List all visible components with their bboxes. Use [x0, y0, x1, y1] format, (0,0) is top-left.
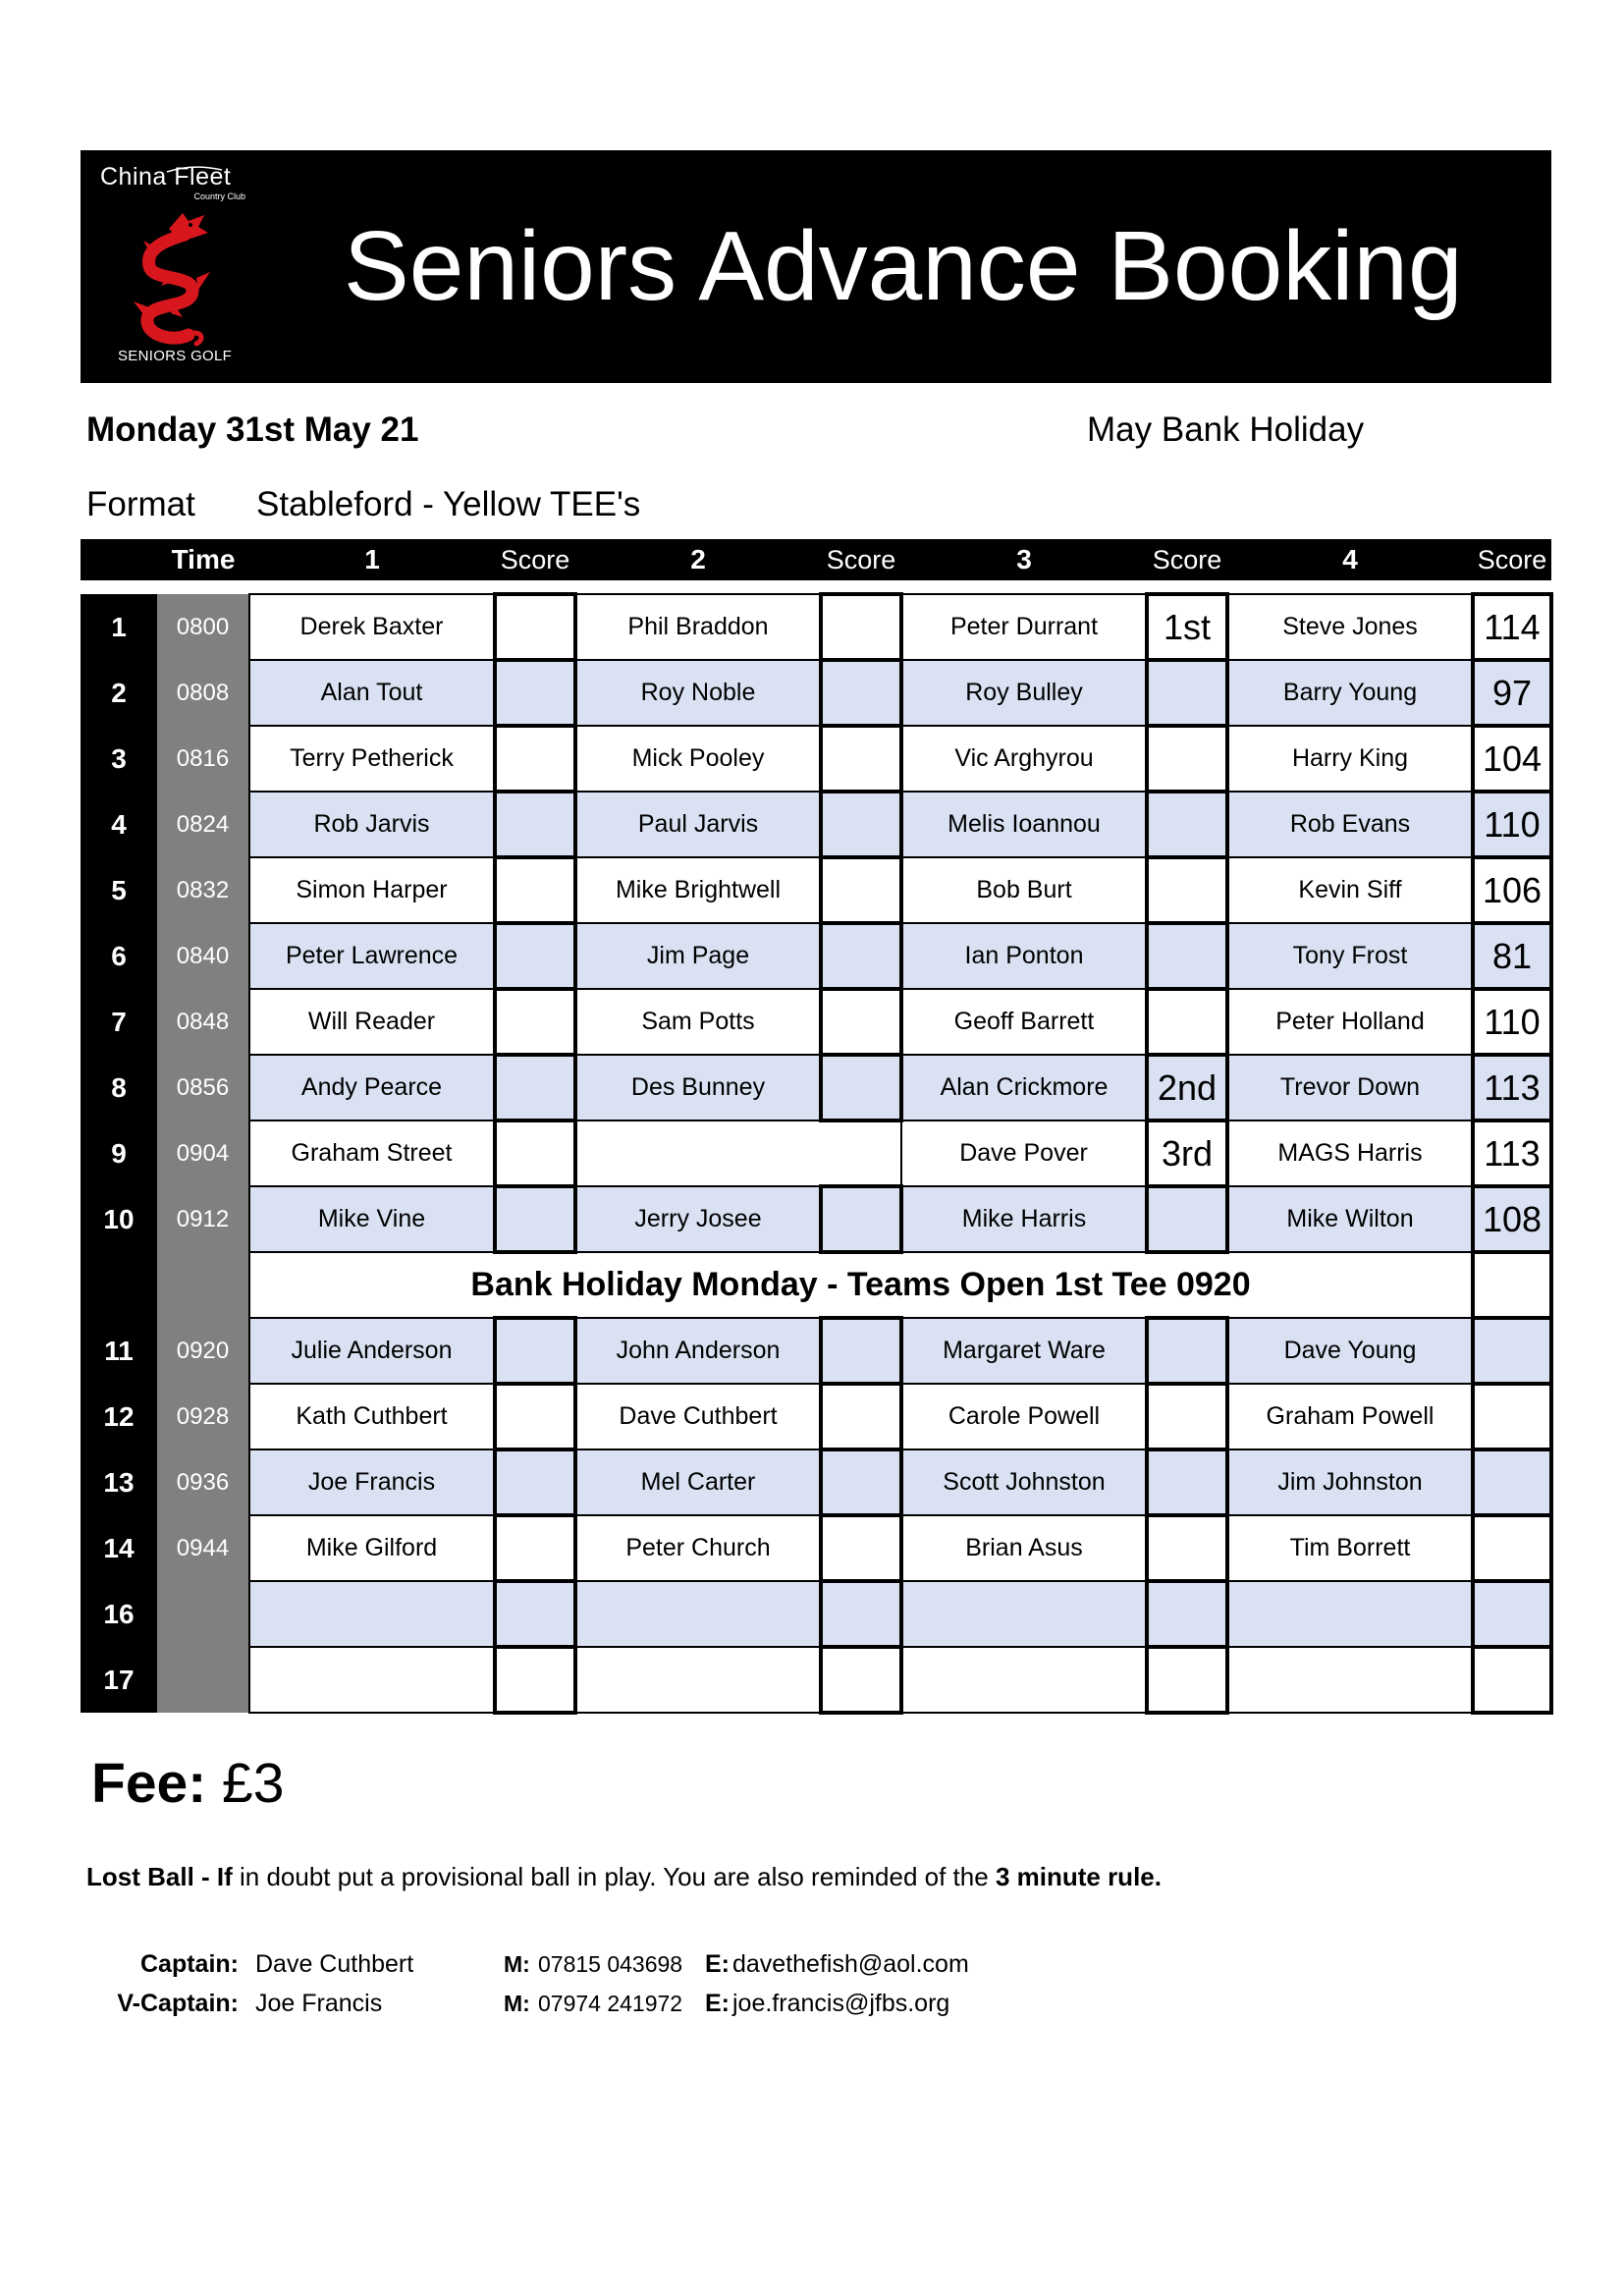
booking-table-body — [81, 594, 1551, 1713]
score-3-cell — [1147, 1581, 1227, 1647]
event-occasion: May Bank Holiday — [1087, 410, 1365, 449]
player-4-cell: Steve Jones — [1227, 594, 1473, 660]
notice-text: in doubt put a provisional ball in play. You are also reminded of the — [232, 1862, 996, 1891]
score-3-cell — [1147, 857, 1227, 923]
player-2-cell: Sam Potts — [575, 989, 821, 1055]
score-1-cell — [495, 923, 575, 989]
player-3-cell: Alan Crickmore — [901, 1055, 1147, 1121]
score-4-cell: 104 — [1473, 726, 1551, 792]
contact-name: Joe Francis — [255, 1990, 383, 2017]
player-3-cell: Dave Pover — [901, 1121, 1147, 1186]
score-4-cell: 81 — [1473, 923, 1551, 989]
player-4-cell: Rob Evans — [1227, 792, 1473, 857]
row-number: 6 — [81, 923, 157, 989]
tee-time-row — [81, 1055, 1551, 1121]
score-1-cell — [495, 1647, 575, 1713]
score-2-cell — [821, 1186, 901, 1252]
score-2-cell — [821, 792, 901, 857]
player-1-cell — [249, 1581, 495, 1647]
player-3-cell: Vic Arghyrou — [901, 726, 1147, 792]
score-3-cell: 3rd — [1147, 1121, 1227, 1186]
teams-open-banner: Bank Holiday Monday - Teams Open 1st Tee 0920 — [249, 1252, 1473, 1318]
player-1-cell: Mike Vine — [249, 1186, 495, 1252]
player-2-cell: Des Bunney — [575, 1055, 821, 1121]
contact-mobile: 07815 043698 — [538, 1951, 683, 1977]
row-number: 9 — [81, 1121, 157, 1186]
logo-club-name: China Fleet — [100, 163, 232, 191]
player-2-cell: Roy Noble — [575, 660, 821, 726]
tee-time: 0800 — [157, 594, 249, 660]
player-4-cell: Kevin Siff — [1227, 857, 1473, 923]
score-2-cell — [821, 857, 901, 923]
score-4-cell — [1473, 1647, 1551, 1713]
score-2-cell — [821, 1318, 901, 1384]
row-number: 14 — [81, 1515, 157, 1581]
score-2-cell — [821, 1055, 901, 1121]
tee-time-row — [81, 1186, 1551, 1252]
tee-time: 0928 — [157, 1384, 249, 1449]
row-number: 11 — [81, 1318, 157, 1384]
player-1-cell: Andy Pearce — [249, 1055, 495, 1121]
tee-time-row — [81, 857, 1551, 923]
score-4-cell — [1473, 1515, 1551, 1581]
row-number: 4 — [81, 792, 157, 857]
score-3-cell — [1147, 660, 1227, 726]
teams-open-row — [81, 1252, 1551, 1318]
score-4-cell: 106 — [1473, 857, 1551, 923]
booking-table — [81, 592, 1553, 1715]
fee-label: Fee: — [91, 1752, 207, 1815]
score-3-cell — [1147, 1647, 1227, 1713]
fee-line — [91, 1751, 284, 1816]
score-2-cell — [821, 989, 901, 1055]
score-1-cell — [495, 1121, 575, 1186]
player-3-cell: Brian Asus — [901, 1515, 1147, 1581]
score-1-cell — [495, 792, 575, 857]
tee-time: 0808 — [157, 660, 249, 726]
score-2-cell — [821, 594, 901, 660]
score-1-cell — [495, 857, 575, 923]
player-3-cell: Bob Burt — [901, 857, 1147, 923]
tee-time-row — [81, 1449, 1551, 1515]
score-4-cell: 114 — [1473, 594, 1551, 660]
vice-captain-contact-row — [0, 1989, 982, 2018]
score-4-cell: 113 — [1473, 1121, 1551, 1186]
player-2-cell — [575, 1121, 901, 1186]
tee-time-row — [81, 1647, 1551, 1713]
score-4-cell: 97 — [1473, 660, 1551, 726]
player-4-cell: Barry Young — [1227, 660, 1473, 726]
fee-value: £3 — [222, 1752, 285, 1815]
column-header-player-1: 1 — [364, 544, 380, 574]
contact-name: Dave Cuthbert — [255, 1950, 414, 1978]
row-number: 17 — [81, 1647, 157, 1713]
column-header-player-4: 4 — [1342, 544, 1358, 574]
score-1-cell — [495, 726, 575, 792]
tee-time — [157, 1647, 249, 1713]
tee-time: 0944 — [157, 1515, 249, 1581]
player-1-cell: Mike Gilford — [249, 1515, 495, 1581]
column-header-number — [81, 539, 157, 580]
score-1-cell — [495, 1055, 575, 1121]
contact-email-label: E: — [705, 1990, 730, 2017]
player-1-cell: Terry Petherick — [249, 726, 495, 792]
row-number: 13 — [81, 1449, 157, 1515]
contact-role: V-Captain: — [117, 1990, 239, 2017]
logo-club-subname: Country Club — [193, 191, 245, 201]
contact-mobile: 07974 241972 — [538, 1991, 683, 2016]
score-3-cell — [1147, 792, 1227, 857]
column-header-score-3: Score — [1152, 545, 1222, 574]
player-2-cell: Jerry Josee — [575, 1186, 821, 1252]
page-title: Seniors Advance Booking — [344, 211, 1463, 321]
lost-ball-notice — [86, 1862, 1162, 1891]
tee-time: 0816 — [157, 726, 249, 792]
row-number — [81, 1252, 157, 1318]
score-4-cell — [1473, 1449, 1551, 1515]
contact-mobile-label: M: — [504, 1991, 530, 2016]
score-1-cell — [495, 1384, 575, 1449]
row-number: 3 — [81, 726, 157, 792]
score-4-cell: 110 — [1473, 989, 1551, 1055]
table-header — [81, 539, 1551, 580]
player-1-cell — [249, 1647, 495, 1713]
row-number: 10 — [81, 1186, 157, 1252]
row-number: 8 — [81, 1055, 157, 1121]
score-4-cell: 108 — [1473, 1186, 1551, 1252]
column-header-score-2: Score — [826, 545, 896, 574]
score-3-cell — [1147, 1384, 1227, 1449]
tee-time-row — [81, 1121, 1551, 1186]
score-2-cell — [821, 660, 901, 726]
player-3-cell: Roy Bulley — [901, 660, 1147, 726]
player-1-cell: Joe Francis — [249, 1449, 495, 1515]
column-header-score-4: Score — [1477, 545, 1547, 574]
tee-time: 0848 — [157, 989, 249, 1055]
score-2-cell — [821, 1384, 901, 1449]
notice-bold-suffix: 3 minute rule. — [995, 1862, 1162, 1891]
player-4-cell: Tim Borrett — [1227, 1515, 1473, 1581]
column-header-score-1: Score — [500, 545, 570, 574]
player-2-cell: Jim Page — [575, 923, 821, 989]
tee-time: 0856 — [157, 1055, 249, 1121]
player-1-cell: Alan Tout — [249, 660, 495, 726]
score-3-cell — [1147, 923, 1227, 989]
score-3-cell — [1147, 989, 1227, 1055]
tee-time-row — [81, 594, 1551, 660]
score-3-cell — [1147, 1449, 1227, 1515]
player-1-cell: Rob Jarvis — [249, 792, 495, 857]
captain-contact-row — [0, 1949, 982, 1979]
score-2-cell — [821, 1581, 901, 1647]
player-4-cell: Graham Powell — [1227, 1384, 1473, 1449]
player-2-cell: Phil Braddon — [575, 594, 821, 660]
score-4-cell — [1473, 1252, 1551, 1318]
player-4-cell — [1227, 1647, 1473, 1713]
tee-time: 0936 — [157, 1449, 249, 1515]
contact-email-label: E: — [705, 1950, 730, 1978]
player-3-cell: Carole Powell — [901, 1384, 1147, 1449]
tee-time-row — [81, 923, 1551, 989]
tee-time: 0840 — [157, 923, 249, 989]
tee-time — [157, 1252, 249, 1318]
score-1-cell — [495, 660, 575, 726]
tee-time: 0832 — [157, 857, 249, 923]
score-3-cell — [1147, 1515, 1227, 1581]
score-2-cell — [821, 1647, 901, 1713]
player-1-cell: Julie Anderson — [249, 1318, 495, 1384]
column-header-time: Time — [171, 544, 236, 574]
score-4-cell — [1473, 1384, 1551, 1449]
score-4-cell — [1473, 1581, 1551, 1647]
player-4-cell — [1227, 1581, 1473, 1647]
player-4-cell: Jim Johnston — [1227, 1449, 1473, 1515]
score-4-cell: 113 — [1473, 1055, 1551, 1121]
score-3-cell — [1147, 1318, 1227, 1384]
player-4-cell: Peter Holland — [1227, 989, 1473, 1055]
row-number: 12 — [81, 1384, 157, 1449]
score-3-cell — [1147, 1186, 1227, 1252]
score-3-cell: 1st — [1147, 594, 1227, 660]
player-2-cell: Paul Jarvis — [575, 792, 821, 857]
player-2-cell: Mike Brightwell — [575, 857, 821, 923]
dragon-logo-icon — [126, 209, 214, 347]
score-1-cell — [495, 594, 575, 660]
column-header-player-2: 2 — [690, 544, 706, 574]
tee-time — [157, 1581, 249, 1647]
player-4-cell: Mike Wilton — [1227, 1186, 1473, 1252]
player-1-cell: Kath Cuthbert — [249, 1384, 495, 1449]
tee-time: 0904 — [157, 1121, 249, 1186]
player-4-cell: Tony Frost — [1227, 923, 1473, 989]
row-number: 16 — [81, 1581, 157, 1647]
column-header-player-3: 3 — [1016, 544, 1032, 574]
player-1-cell: Peter Lawrence — [249, 923, 495, 989]
score-2-cell — [821, 923, 901, 989]
player-2-cell — [575, 1647, 821, 1713]
tee-time-row — [81, 1515, 1551, 1581]
row-number: 7 — [81, 989, 157, 1055]
score-3-cell — [1147, 726, 1227, 792]
tee-time-row — [81, 1581, 1551, 1647]
player-3-cell: Mike Harris — [901, 1186, 1147, 1252]
player-3-cell: Melis Ioannou — [901, 792, 1147, 857]
score-1-cell — [495, 1318, 575, 1384]
player-4-cell: Harry King — [1227, 726, 1473, 792]
player-2-cell: Peter Church — [575, 1515, 821, 1581]
tee-time-row — [81, 792, 1551, 857]
event-date: Monday 31st May 21 — [86, 410, 419, 449]
score-1-cell — [495, 1186, 575, 1252]
contact-mobile-label: M: — [504, 1951, 530, 1977]
score-1-cell — [495, 1449, 575, 1515]
player-3-cell: Scott Johnston — [901, 1449, 1147, 1515]
tee-time: 0920 — [157, 1318, 249, 1384]
score-2-cell — [821, 1515, 901, 1581]
contact-email: joe.francis@jfbs.org — [732, 1990, 950, 2017]
score-4-cell — [1473, 1318, 1551, 1384]
player-4-cell: Trevor Down — [1227, 1055, 1473, 1121]
player-1-cell: Will Reader — [249, 989, 495, 1055]
score-2-cell — [821, 726, 901, 792]
player-2-cell — [575, 1581, 821, 1647]
tee-time-row — [81, 1318, 1551, 1384]
logo-tagline: SENIORS GOLF — [118, 348, 233, 364]
player-3-cell — [901, 1581, 1147, 1647]
player-3-cell — [901, 1647, 1147, 1713]
contact-role: Captain: — [140, 1950, 239, 1978]
tee-time-row — [81, 660, 1551, 726]
notice-bold-prefix: Lost Ball - If — [86, 1862, 233, 1891]
player-3-cell: Geoff Barrett — [901, 989, 1147, 1055]
player-1-cell: Derek Baxter — [249, 594, 495, 660]
player-3-cell: Ian Ponton — [901, 923, 1147, 989]
row-number: 1 — [81, 594, 157, 660]
player-1-cell: Graham Street — [249, 1121, 495, 1186]
player-3-cell: Peter Durrant — [901, 594, 1147, 660]
player-1-cell: Simon Harper — [249, 857, 495, 923]
player-2-cell: Mick Pooley — [575, 726, 821, 792]
score-2-cell — [821, 1449, 901, 1515]
score-1-cell — [495, 1581, 575, 1647]
player-2-cell: Dave Cuthbert — [575, 1384, 821, 1449]
score-1-cell — [495, 1515, 575, 1581]
tee-time-row — [81, 1384, 1551, 1449]
player-4-cell: MAGS Harris — [1227, 1121, 1473, 1186]
row-number: 5 — [81, 857, 157, 923]
player-2-cell: John Anderson — [575, 1318, 821, 1384]
contact-email: davethefish@aol.com — [732, 1950, 969, 1978]
tee-time-row — [81, 989, 1551, 1055]
logo-swoosh-icon — [165, 166, 224, 174]
score-3-cell: 2nd — [1147, 1055, 1227, 1121]
format-label: Format — [86, 485, 195, 523]
tee-time: 0824 — [157, 792, 249, 857]
score-1-cell — [495, 989, 575, 1055]
tee-time-row — [81, 726, 1551, 792]
tee-time: 0912 — [157, 1186, 249, 1252]
header-banner — [81, 150, 1551, 383]
score-4-cell: 110 — [1473, 792, 1551, 857]
player-3-cell: Margaret Ware — [901, 1318, 1147, 1384]
player-4-cell: Dave Young — [1227, 1318, 1473, 1384]
row-number: 2 — [81, 660, 157, 726]
player-2-cell: Mel Carter — [575, 1449, 821, 1515]
format-value: Stableford - Yellow TEE's — [256, 485, 641, 523]
